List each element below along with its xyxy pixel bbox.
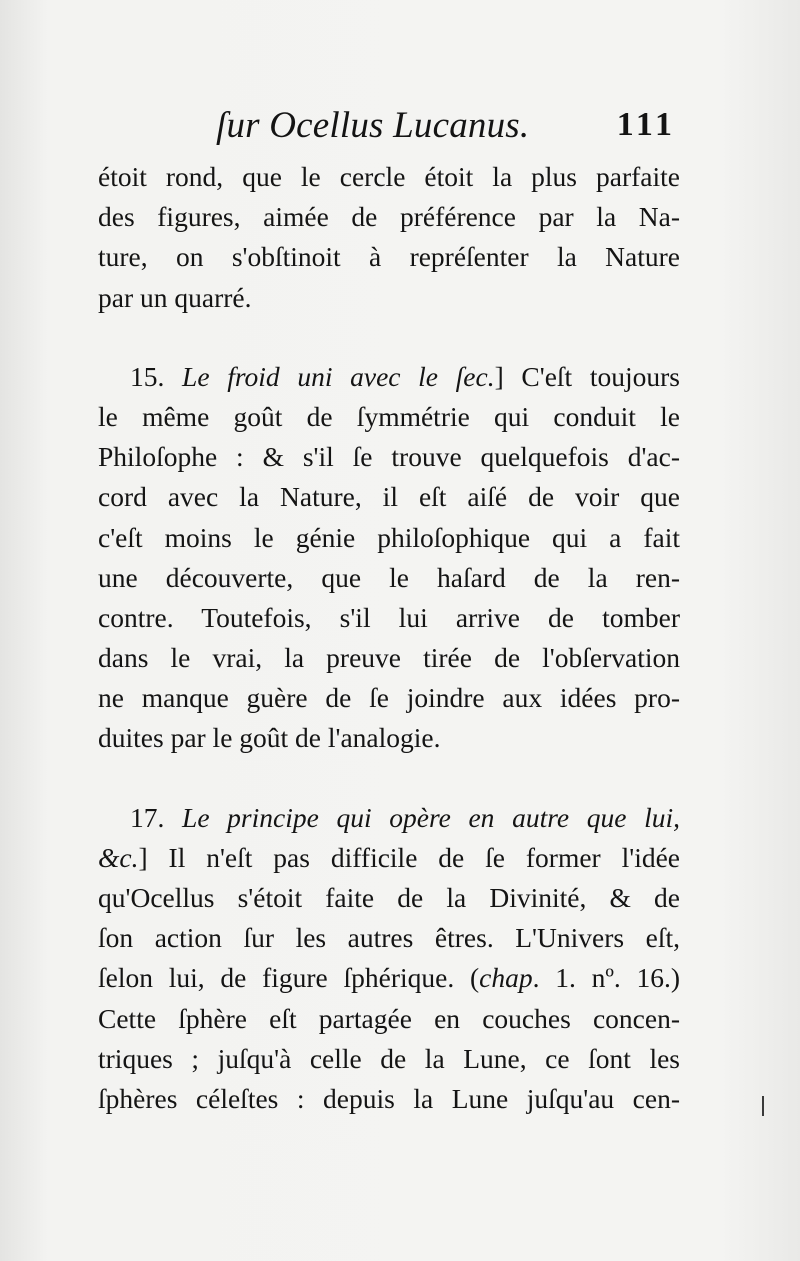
note-heading-line — [98, 798, 680, 838]
page-number: 111 — [616, 106, 676, 143]
text-line: ne manque guère de ſe joindre aux idées pro- — [98, 682, 680, 714]
text-line: étoit rond, que le cercle étoit la plus parfaite — [98, 161, 680, 192]
note-number: 17. — [130, 801, 165, 833]
text-line: cord avec la Nature, il eſt aiſé de voir que — [98, 481, 680, 513]
running-title: ſur Ocellus Lucanus. — [216, 105, 530, 146]
text-line: qu'Ocellus s'étoit faite de la Divinité, & de — [98, 882, 680, 913]
text-line: ſphères céleſtes : depuis la Lune juſqu'au cen- — [98, 1082, 680, 1114]
margin-mark — [762, 1096, 764, 1116]
note-lemma: Le froid uni avec le ſec. — [182, 360, 495, 392]
text-line: des figures, aimée de préférence par la Na- — [98, 201, 680, 233]
text-line: une découverte, que le haſard de la ren- — [98, 561, 680, 593]
text-line: contre. Toutefois, s'il lui arrive de tomber — [98, 601, 680, 633]
note-lemma: Le principe qui opère en autre que lui, — [182, 801, 681, 833]
text-line: le même goût de ſymmétrie qui conduit le — [98, 400, 680, 432]
text-line: &c.] Il n'eſt pas difficile de ſe former l'idée — [98, 841, 680, 873]
text-line: ture, on s'obſtinoit à repréſenter la Nature — [98, 241, 680, 273]
text-line: ſon action ſur les autres êtres. L'Univers eſt, — [98, 922, 680, 954]
text-line: Philoſophe : & s'il ſe trouve quelquefois d'ac- — [98, 441, 680, 473]
page-header — [96, 100, 686, 150]
note-number: 15. — [130, 360, 165, 392]
text-line: par un quarré. — [98, 281, 252, 313]
text-line: triques ; juſqu'à celle de la Lune, ce ſont les — [98, 1042, 680, 1074]
body-text — [98, 157, 680, 1119]
text-line: ſelon lui, de figure ſphérique. (chap. 1. nº. 16.) — [98, 962, 680, 994]
text-line: duites par le goût de l'analogie. — [98, 722, 441, 754]
note-heading-line: 15. Le froid uni avec le ſec.] C'eſt toujours — [130, 360, 680, 392]
text-line: c'eſt moins le génie philoſophique qui a fait — [98, 521, 680, 553]
text-line: dans le vrai, la preuve tirée de l'obſervation — [98, 642, 680, 674]
text-line: Cette ſphère eſt partagée en couches concen- — [98, 1002, 680, 1034]
